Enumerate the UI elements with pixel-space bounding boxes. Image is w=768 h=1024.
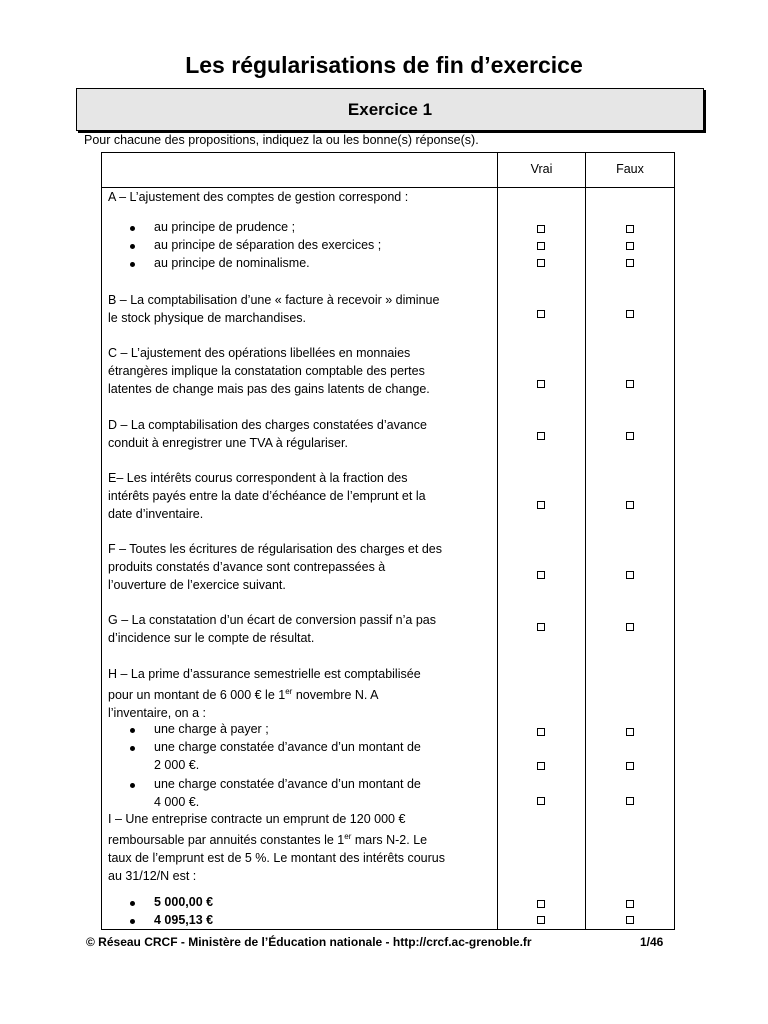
checkbox-f-vrai[interactable] (537, 571, 545, 579)
checkbox-e-faux[interactable] (626, 501, 634, 509)
checkbox-a2-faux[interactable] (626, 242, 634, 250)
checkbox-h1-vrai[interactable] (537, 728, 545, 736)
option-text: 4 000 €. (154, 795, 200, 809)
checkbox-c-vrai[interactable] (537, 380, 545, 388)
exercise-title: Exercice 1 (347, 99, 433, 119)
option-text: au principe de prudence ; (154, 220, 296, 234)
checkbox-i2-vrai[interactable] (537, 916, 545, 924)
question-line-part: remboursable par annuités constantes le 1 (108, 833, 345, 848)
bullet-icon (130, 919, 135, 924)
option-text: au principe de nominalisme. (154, 256, 310, 270)
question-d (108, 416, 492, 452)
column-header-vrai: Vrai (530, 162, 553, 176)
question-line: D – La comptabilisation des charges constatées d’avance (108, 418, 427, 432)
question-line: B – La comptabilisation d’une « facture à recevoir » diminue (108, 293, 440, 307)
question-line: F – Toutes les écritures de régularisation des charges et des (108, 542, 442, 556)
option-text: au principe de séparation des exercices ; (154, 238, 382, 252)
question-line (108, 828, 492, 849)
bullet-icon (130, 226, 135, 231)
question-line: d’incidence sur le compte de résultat. (108, 631, 315, 645)
question-line: I – Une entreprise contracte un emprunt de 120 000 € (108, 812, 406, 826)
quiz-table (101, 152, 675, 930)
question-e (108, 469, 492, 523)
checkbox-h3-vrai[interactable] (537, 797, 545, 805)
option-text: une charge à payer ; (154, 722, 269, 736)
checkbox-h2-faux[interactable] (626, 762, 634, 770)
question-c (108, 344, 492, 398)
checkbox-f-faux[interactable] (626, 571, 634, 579)
option-text: une charge constatée d’avance d’un montant de (154, 740, 421, 754)
checkbox-h3-faux[interactable] (626, 797, 634, 805)
question-b (108, 291, 492, 327)
question-line: l’inventaire, on a : (108, 706, 206, 721)
question-i (108, 810, 492, 885)
checkbox-d-vrai[interactable] (537, 432, 545, 440)
superscript: er (344, 832, 352, 841)
checkbox-h2-vrai[interactable] (537, 762, 545, 770)
question-line: le stock physique de marchandises. (108, 311, 307, 325)
checkbox-a2-vrai[interactable] (537, 242, 545, 250)
checkbox-d-faux[interactable] (626, 432, 634, 440)
question-line: latentes de change mais pas des gains latents de change. (108, 382, 430, 396)
option-text: une charge constatée d’avance d’un montant de (154, 777, 421, 791)
question-line: l’ouverture de l’exercice suivant. (108, 578, 286, 592)
column-divider (497, 153, 498, 929)
checkbox-a1-vrai[interactable] (537, 225, 545, 233)
question-line: conduit à enregistrer une TVA à régulariser. (108, 436, 348, 450)
superscript: er (285, 687, 293, 696)
question-line: date d’inventaire. (108, 507, 204, 521)
question-line: E– Les intérêts courus correspondent à la fraction des (108, 471, 408, 485)
page-title: Les régularisations de fin d’exercice (185, 52, 583, 78)
checkbox-i1-vrai[interactable] (537, 900, 545, 908)
checkbox-i1-faux[interactable] (626, 900, 634, 908)
question-line: C – L’ajustement des opérations libellées en monnaies (108, 346, 411, 360)
checkbox-a1-faux[interactable] (626, 225, 634, 233)
option-text: 2 000 €. (154, 758, 200, 772)
bullet-icon (130, 244, 135, 249)
checkbox-b-faux[interactable] (626, 310, 634, 318)
checkbox-e-vrai[interactable] (537, 501, 545, 509)
question-line: H – La prime d’assurance semestrielle est comptabilisée (108, 667, 421, 681)
question-a (108, 188, 492, 206)
checkbox-c-faux[interactable] (626, 380, 634, 388)
question-f (108, 540, 492, 594)
question-line: taux de l’emprunt est de 5 %. Le montant des intérêts courus (108, 851, 445, 866)
checkbox-g-faux[interactable] (626, 623, 634, 631)
instruction-text: Pour chacune des propositions, indiquez la ou les bonne(s) réponse(s). (84, 133, 479, 147)
bullet-icon (130, 901, 135, 906)
bullet-icon (130, 262, 135, 267)
bullet-icon (130, 746, 135, 751)
exercise-header (76, 88, 704, 131)
question-h (108, 665, 492, 722)
question-text: A – L’ajustement des comptes de gestion correspond : (108, 190, 409, 204)
checkbox-i2-faux[interactable] (626, 916, 634, 924)
checkbox-b-vrai[interactable] (537, 310, 545, 318)
checkbox-g-vrai[interactable] (537, 623, 545, 631)
page-number: 1/46 (640, 935, 664, 949)
question-line: G – La constatation d’un écart de conversion passif n’a pas (108, 613, 436, 627)
column-divider (585, 153, 586, 929)
footer-credit: © Réseau CRCF - Ministère de l’Éducation nationale - http://crcf.ac-grenoble.fr (86, 935, 532, 949)
question-line (108, 683, 492, 704)
question-line-part: pour un montant de 6 000 € le 1 (108, 688, 286, 703)
checkbox-a3-faux[interactable] (626, 259, 634, 267)
column-header-faux: Faux (616, 162, 644, 176)
checkbox-h1-faux[interactable] (626, 728, 634, 736)
question-line-part: novembre N. A (292, 688, 379, 703)
question-g (108, 611, 492, 647)
bullet-icon (130, 728, 135, 733)
question-line: intérêts payés entre la date d’échéance de l’emprunt et la (108, 489, 426, 503)
bullet-icon (130, 783, 135, 788)
option-text: 5 000,00 € (154, 895, 214, 909)
question-line: produits constatés d’avance sont contrepassées à (108, 560, 386, 574)
option-text: 4 095,13 € (154, 913, 214, 927)
checkbox-a3-vrai[interactable] (537, 259, 545, 267)
question-line: étrangères implique la constatation comptable des pertes (108, 364, 425, 378)
question-line: au 31/12/N est : (108, 869, 197, 884)
question-line-part: mars N-2. Le (351, 833, 428, 848)
